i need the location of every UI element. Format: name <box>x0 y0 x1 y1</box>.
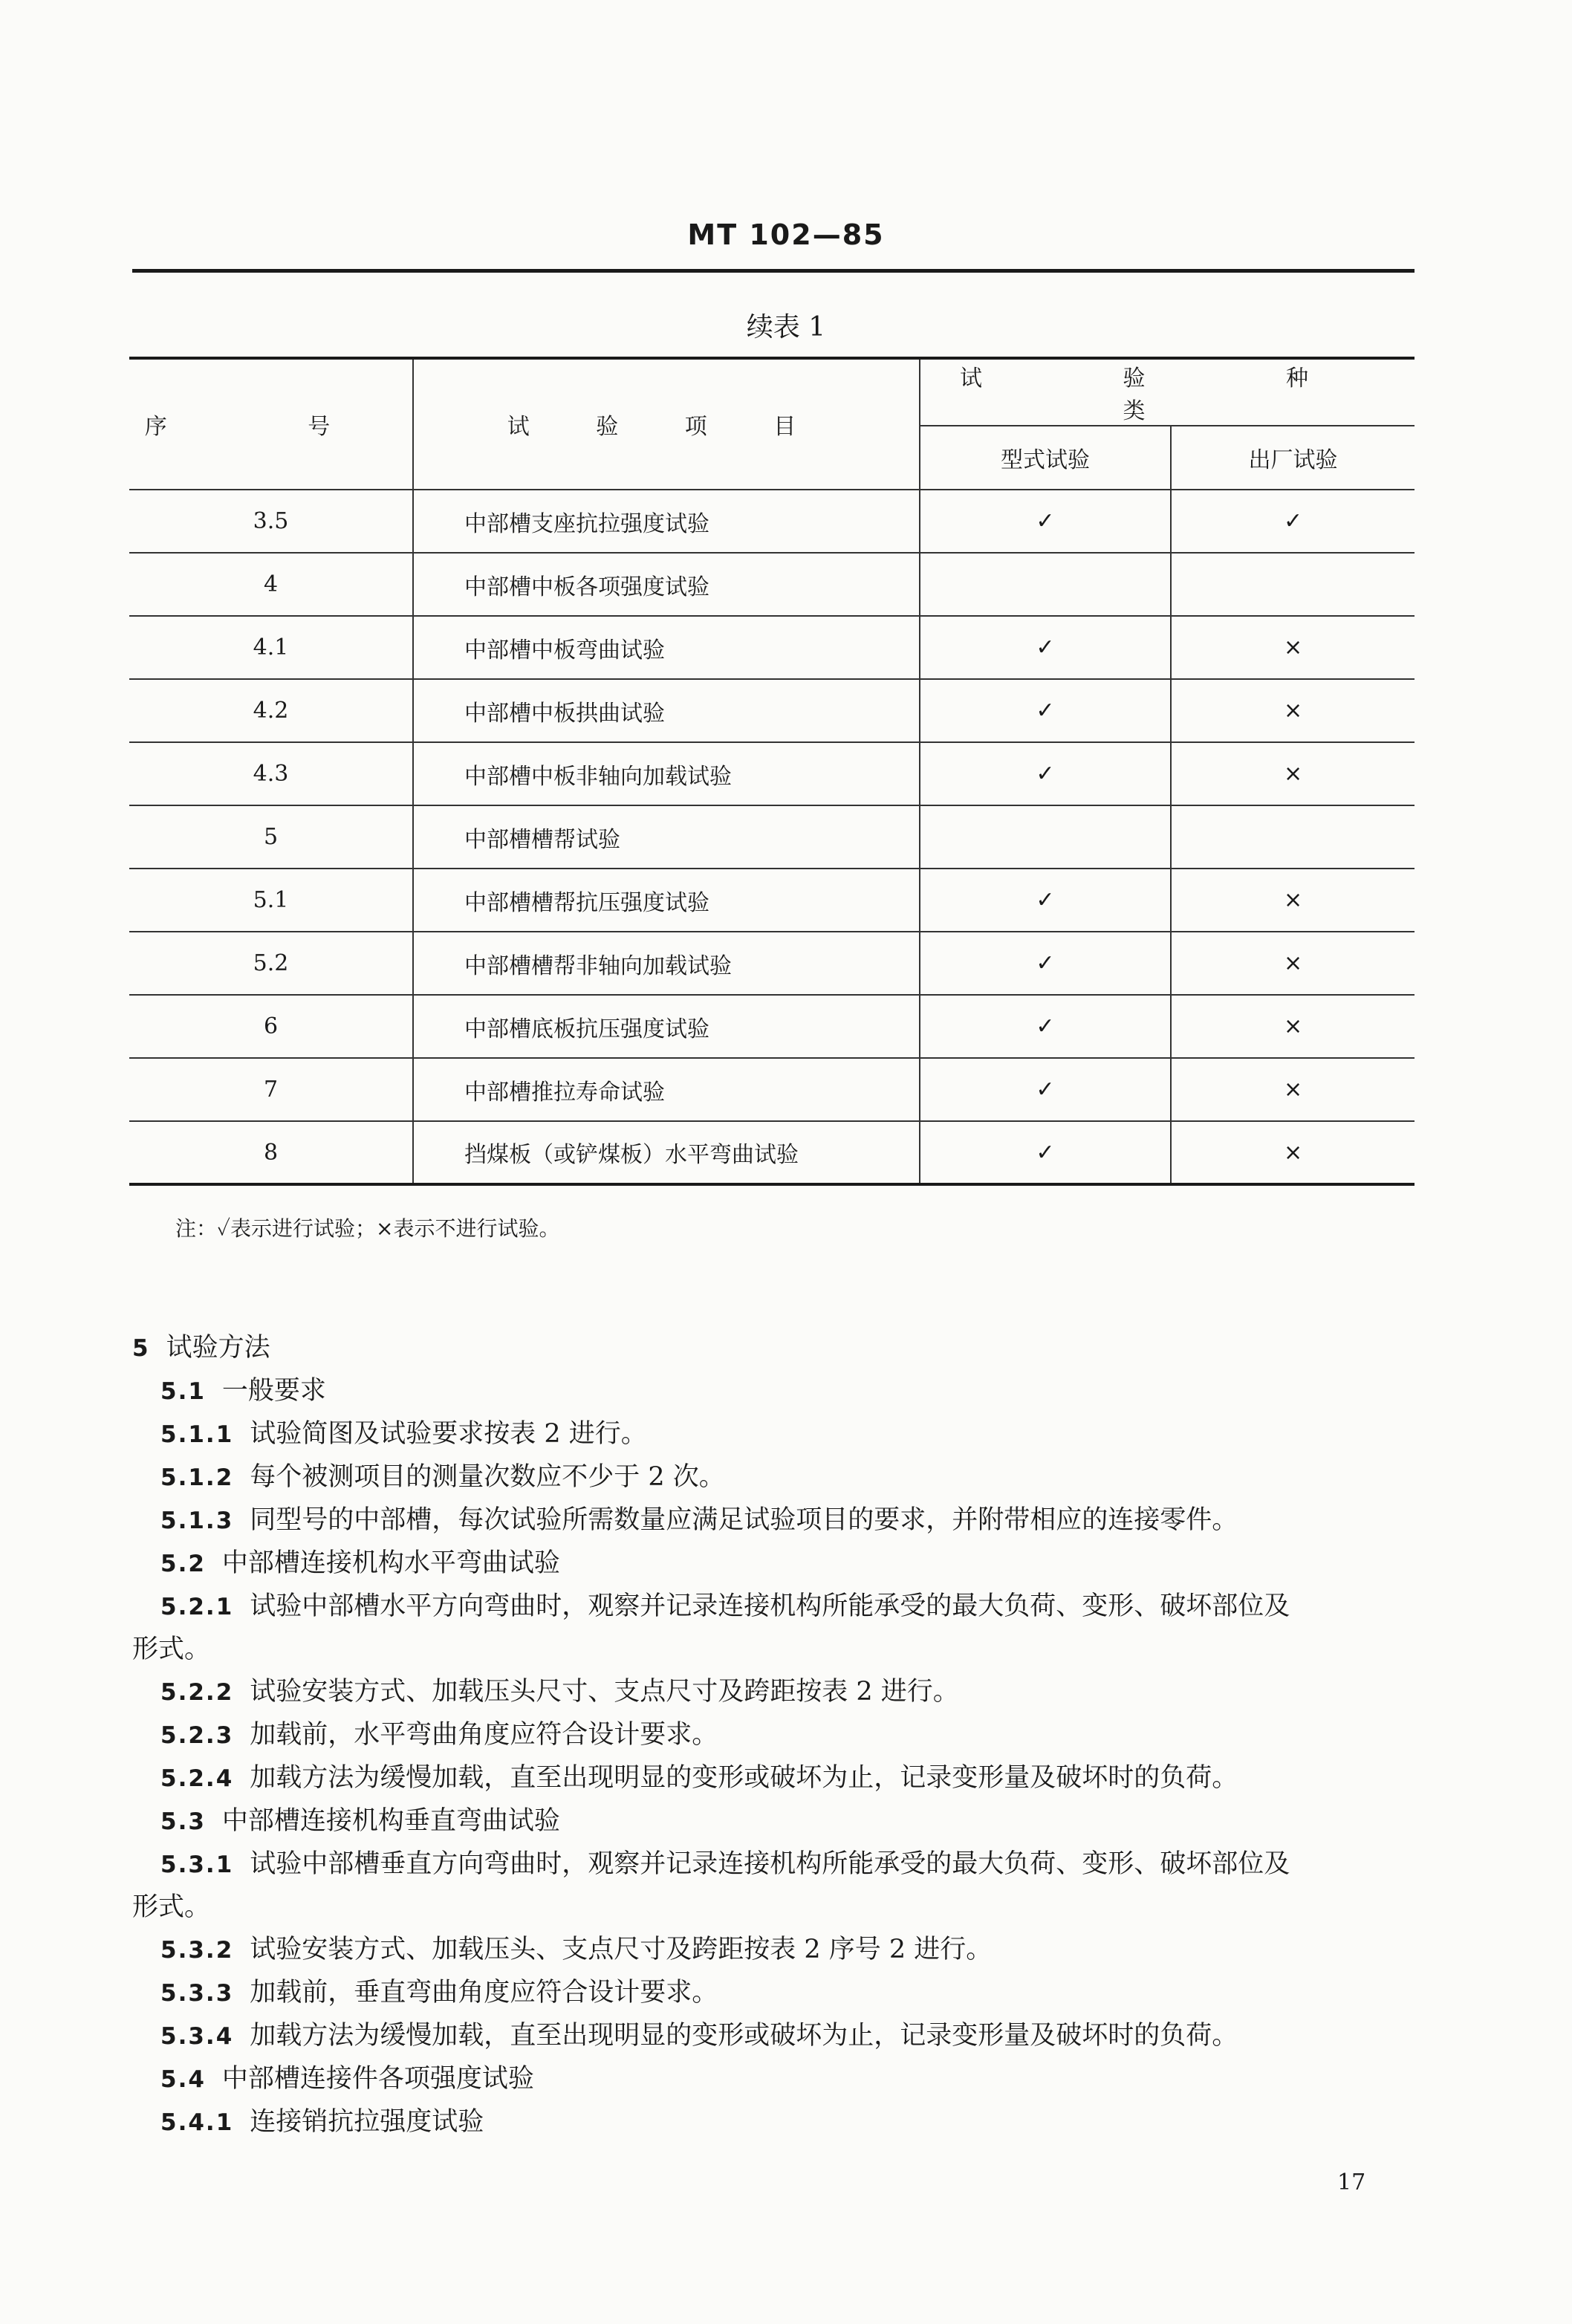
row-item: 中部槽槽帮试验 <box>413 805 920 869</box>
clause-text: 加载方法为缓慢加载，直至出现明显的变形或破坏为止，记录变形量及破坏时的负荷。 <box>250 1763 1238 1793</box>
clause-text: 试验简图及试验要求按表 2 进行。 <box>250 1419 647 1449</box>
clause-text: 同型号的中部槽，每次试验所需数量应满足试验项目的要求，并附带相应的连接零件。 <box>250 1505 1238 1535</box>
clause-number: 5.3.4 <box>160 2023 234 2050</box>
row-seq: 5.2 <box>129 932 413 995</box>
body-paragraph <box>132 1757 1425 1800</box>
row-seq: 4.3 <box>129 742 413 805</box>
clause-number: 5.3.2 <box>160 1937 234 1964</box>
row-item: 中部槽中板拱曲试验 <box>413 679 920 742</box>
row-factory-test: × <box>1171 1121 1415 1184</box>
clause-text: 试验中部槽垂直方向弯曲时，观察并记录连接机构所能承受的最大负荷、变形、破坏部位及 <box>250 1849 1290 1879</box>
row-item: 挡煤板（或铲煤板）水平弯曲试验 <box>413 1121 920 1184</box>
clause-number: 5.1.3 <box>160 1507 234 1534</box>
table-row <box>129 1121 1415 1184</box>
body-paragraph <box>132 1800 1425 1843</box>
clause-number: 5.4 <box>160 2066 206 2093</box>
clause-number: 5.2 <box>160 1551 206 1577</box>
clause-number: 5.2.4 <box>160 1765 234 1792</box>
table-caption: 续表 1 <box>746 312 826 343</box>
row-factory-test: ✓ <box>1171 490 1415 553</box>
body-paragraph <box>132 1929 1425 1972</box>
table-row <box>129 490 1415 553</box>
clause-number: 5.3 <box>160 1808 206 1835</box>
body-paragraph <box>132 1370 1425 1413</box>
row-type-test: ✓ <box>920 869 1171 932</box>
row-type-test: ✓ <box>920 1121 1171 1184</box>
header-seq: 序 号 <box>129 358 413 490</box>
row-item: 中部槽中板弯曲试验 <box>413 616 920 679</box>
body-paragraph <box>132 2101 1425 2144</box>
row-seq: 7 <box>129 1058 413 1121</box>
body-text <box>132 1327 1425 2144</box>
clause-number: 5.2.3 <box>160 1722 234 1749</box>
table-row <box>129 805 1415 869</box>
row-item: 中部槽支座抗拉强度试验 <box>413 490 920 553</box>
clause-text: 中部槽连接件各项强度试验 <box>221 2064 534 2094</box>
row-factory-test: × <box>1171 932 1415 995</box>
body-paragraph <box>132 1714 1425 1757</box>
clause-text: 试验方法 <box>166 1333 270 1363</box>
clause-text: 加载前，垂直弯曲角度应符合设计要求。 <box>250 1978 718 2007</box>
clause-text: 试验安装方式、加载压头尺寸、支点尺寸及跨距按表 2 进行。 <box>250 1677 959 1707</box>
header-factory-test: 出厂试验 <box>1171 426 1415 490</box>
row-factory-test <box>1171 805 1415 869</box>
body-paragraph <box>132 1585 1425 1629</box>
row-item: 中部槽槽帮抗压强度试验 <box>413 869 920 932</box>
body-paragraph <box>132 1886 1425 1929</box>
clause-text: 加载方法为缓慢加载，直至出现明显的变形或破坏为止，记录变形量及破坏时的负荷。 <box>250 2021 1238 2051</box>
clause-number: 5.2.2 <box>160 1679 234 1706</box>
body-paragraph <box>132 1542 1425 1585</box>
body-paragraph <box>132 1843 1425 1886</box>
row-type-test: ✓ <box>920 742 1171 805</box>
test-items-table <box>129 357 1415 1186</box>
row-seq: 5.1 <box>129 869 413 932</box>
header-item: 试 验 项 目 <box>413 358 920 490</box>
clause-text: 每个被测项目的测量次数应不少于 2 次。 <box>250 1462 725 1492</box>
body-paragraph <box>132 1629 1425 1671</box>
table-row <box>129 1058 1415 1121</box>
row-seq: 3.5 <box>129 490 413 553</box>
standard-code: MT 102—85 <box>687 218 885 251</box>
row-factory-test: × <box>1171 742 1415 805</box>
row-factory-test: × <box>1171 679 1415 742</box>
row-seq: 8 <box>129 1121 413 1184</box>
row-item: 中部槽槽帮非轴向加载试验 <box>413 932 920 995</box>
clause-text: 一般要求 <box>221 1376 326 1406</box>
clause-number: 5.1.1 <box>160 1421 234 1448</box>
header-type-test: 型式试验 <box>920 426 1171 490</box>
row-factory-test: × <box>1171 995 1415 1058</box>
row-type-test: ✓ <box>920 1058 1171 1121</box>
row-seq: 4.2 <box>129 679 413 742</box>
table-row <box>129 995 1415 1058</box>
row-seq: 4.1 <box>129 616 413 679</box>
clause-text: 中部槽连接机构垂直弯曲试验 <box>221 1806 560 1836</box>
header-rule <box>132 269 1415 273</box>
clause-number: 5.3.1 <box>160 1851 234 1878</box>
body-paragraph <box>132 2015 1425 2058</box>
clause-number: 5.3.3 <box>160 1980 234 2007</box>
row-factory-test: × <box>1171 1058 1415 1121</box>
body-paragraph <box>132 1499 1425 1542</box>
row-factory-test: × <box>1171 869 1415 932</box>
table-row <box>129 932 1415 995</box>
clause-number: 5.1 <box>160 1378 206 1405</box>
table-row <box>129 869 1415 932</box>
row-factory-test <box>1171 553 1415 616</box>
row-seq: 6 <box>129 995 413 1058</box>
clause-text: 试验安装方式、加载压头、支点尺寸及跨距按表 2 序号 2 进行。 <box>250 1935 993 1964</box>
row-type-test: ✓ <box>920 679 1171 742</box>
row-item: 中部槽底板抗压强度试验 <box>413 995 920 1058</box>
body-paragraph <box>132 1327 1425 1370</box>
clause-text: 试验中部槽水平方向弯曲时，观察并记录连接机构所能承受的最大负荷、变形、破坏部位及 <box>250 1591 1290 1621</box>
table-row <box>129 616 1415 679</box>
table-row <box>129 553 1415 616</box>
clause-number: 5.2.1 <box>160 1594 234 1620</box>
table-note: 注：✓表示进行试验；×表示不进行试验。 <box>175 1216 560 1241</box>
row-seq: 5 <box>129 805 413 869</box>
page-number: 17 <box>1337 2169 1366 2195</box>
clause-text: 形式。 <box>132 1892 211 1922</box>
clause-number: 5 <box>132 1335 150 1362</box>
body-paragraph <box>132 1456 1425 1499</box>
clause-number: 5.4.1 <box>160 2109 234 2136</box>
table-row <box>129 679 1415 742</box>
body-paragraph <box>132 1671 1425 1714</box>
row-seq: 4 <box>129 553 413 616</box>
header-test-type: 试 验 种 类 <box>920 358 1415 426</box>
clause-text: 连接销抗拉强度试验 <box>250 2107 484 2137</box>
row-type-test <box>920 805 1171 869</box>
body-paragraph <box>132 1413 1425 1456</box>
row-type-test: ✓ <box>920 932 1171 995</box>
clause-number: 5.1.2 <box>160 1464 234 1491</box>
body-paragraph <box>132 1972 1425 2015</box>
body-paragraph <box>132 2058 1425 2101</box>
row-type-test: ✓ <box>920 490 1171 553</box>
row-type-test: ✓ <box>920 616 1171 679</box>
row-type-test: ✓ <box>920 995 1171 1058</box>
row-factory-test: × <box>1171 616 1415 679</box>
row-item: 中部槽中板非轴向加载试验 <box>413 742 920 805</box>
clause-text: 加载前，水平弯曲角度应符合设计要求。 <box>250 1720 718 1750</box>
row-item: 中部槽推拉寿命试验 <box>413 1058 920 1121</box>
row-item: 中部槽中板各项强度试验 <box>413 553 920 616</box>
table-row <box>129 742 1415 805</box>
row-type-test <box>920 553 1171 616</box>
clause-text: 中部槽连接机构水平弯曲试验 <box>221 1548 560 1578</box>
clause-text: 形式。 <box>132 1635 211 1664</box>
